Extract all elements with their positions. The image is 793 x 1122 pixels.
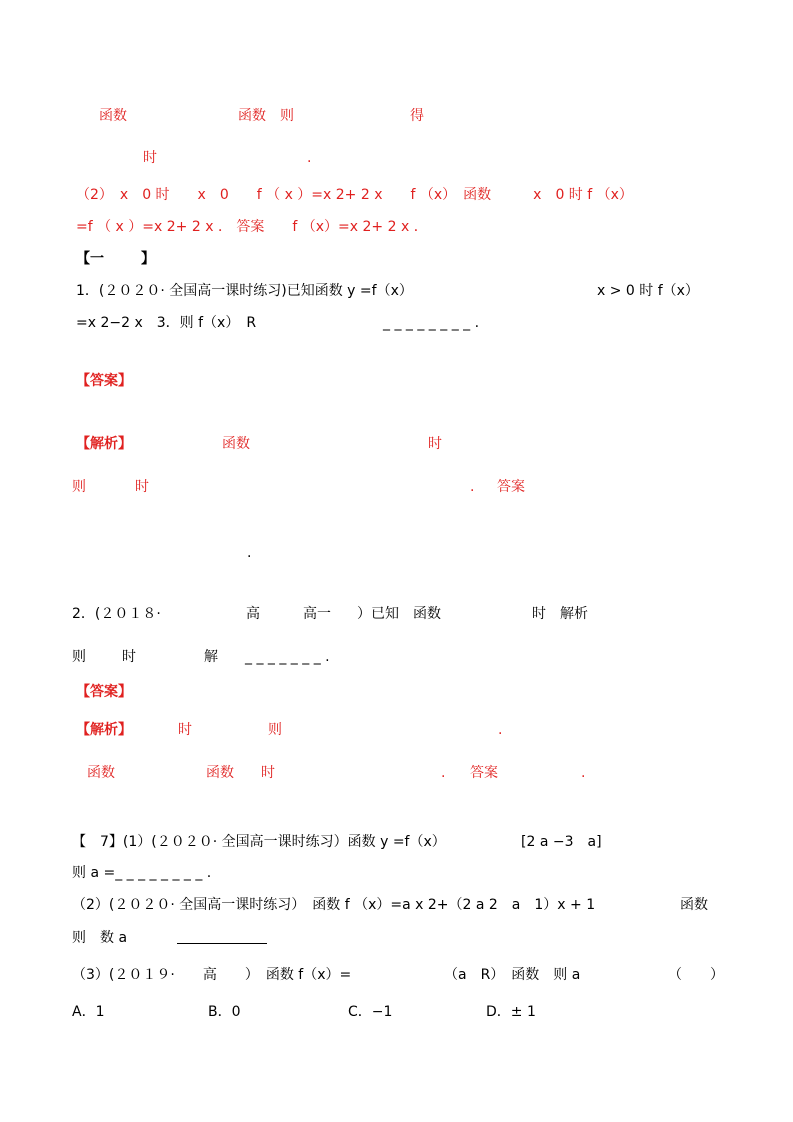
ex7-line-5: （3）(２０１９· 高 ） 函数 f（x）= bbox=[72, 967, 352, 983]
option-d: D．± 1 bbox=[486, 1004, 536, 1020]
q1-analysis-when: 时 bbox=[428, 436, 442, 452]
text-function-2: 函数 bbox=[238, 108, 266, 124]
q2-source: 2．(２０１８· bbox=[72, 606, 161, 622]
q1-then: 则 bbox=[72, 479, 86, 495]
q2-analysis-label: 【解析】 bbox=[76, 722, 132, 738]
q2-when-expression: 时 解析 bbox=[532, 606, 588, 622]
text-when: 时 bbox=[143, 150, 157, 166]
q2-known-function: ）已知 函数 bbox=[357, 606, 441, 622]
option-b: B．0 bbox=[208, 1004, 241, 1020]
q2-function-1: 函数 bbox=[87, 765, 115, 781]
text-function-1: 函数 bbox=[99, 108, 127, 124]
section-heading-right: 】 bbox=[141, 251, 155, 267]
q1-when-2: 时 bbox=[135, 479, 149, 495]
q2-period-3: . bbox=[581, 765, 586, 781]
ex7-line-3: （2）(２０２０· 全国高一课时练习） 函数 f （x）=a x 2+（2 a 2 a 1）x + 1 bbox=[72, 897, 596, 913]
q2-answer-word: 答案 bbox=[470, 765, 498, 781]
q2-blank: _ _ _ _ _ _ _ . bbox=[245, 649, 330, 665]
ex7-line-3-end: 函数 bbox=[680, 897, 708, 913]
q2-function-2: 函数 bbox=[206, 765, 234, 781]
ex7-line-5-end: （ ） bbox=[668, 967, 724, 983]
q1-answer-label: 【答案】 bbox=[76, 373, 132, 389]
q1-blank: _ _ _ _ _ _ _ _ . bbox=[383, 315, 480, 331]
q2-solve: 解 bbox=[204, 649, 218, 665]
q2-answer-label: 【答案】 bbox=[76, 684, 132, 700]
answer-underline bbox=[177, 943, 267, 944]
text-period: . bbox=[307, 150, 312, 166]
q1-analysis-function: 函数 bbox=[222, 436, 250, 452]
q2-analysis-period: . bbox=[498, 722, 503, 738]
q1-line-1: 1．(２０２０· 全国高一课时练习)已知函数 y =f（x） bbox=[76, 283, 413, 299]
q1-line-2: =x 2−2 x 3．则 f（x） R bbox=[76, 315, 257, 331]
q1-final-period: . bbox=[247, 545, 252, 561]
q2-when: 时 bbox=[122, 649, 136, 665]
ex7-line-4: 则 数 a bbox=[72, 930, 128, 946]
ex7-interval: [2 a −3 a] bbox=[521, 834, 602, 850]
solution-line-4: =f （ x ）=x 2+ 2 x ． 答案 f （x）=x 2+ 2 x ． bbox=[76, 219, 428, 235]
ex7-line-2: 则 a =_ _ _ _ _ _ _ _ . bbox=[72, 865, 212, 881]
q2-period-2: . bbox=[441, 765, 446, 781]
section-heading-left: 【一 bbox=[76, 251, 104, 267]
q1-line-1-end: x > 0 时 f（x） bbox=[597, 283, 699, 299]
q2-analysis-when: 时 bbox=[178, 722, 192, 738]
q1-period: . bbox=[470, 479, 475, 495]
q1-answer-word: 答案 bbox=[497, 479, 525, 495]
q1-analysis-label: 【解析】 bbox=[76, 436, 132, 452]
solution-line-3: （2） x 0 时 x 0 f （ x ）=x 2+ 2 x f （x） 函数 x 0 时 f （x） bbox=[76, 187, 633, 203]
q2-then: 则 bbox=[72, 649, 86, 665]
text-get: 得 bbox=[410, 108, 424, 124]
q2-grade: 高一 bbox=[303, 606, 331, 622]
q2-analysis-then: 则 bbox=[268, 722, 282, 738]
option-c: C．−1 bbox=[348, 1004, 393, 1020]
option-a: A．1 bbox=[72, 1004, 105, 1020]
text-then: 则 bbox=[280, 108, 294, 124]
q2-when-2: 时 bbox=[261, 765, 275, 781]
q2-high: 高 bbox=[246, 606, 260, 622]
ex7-line-1: 【 7】(1）(２０２０· 全国高一课时练习）函数 y =f（x） bbox=[72, 834, 446, 850]
ex7-line-5-mid: （a R） 函数 则 a bbox=[444, 967, 581, 983]
